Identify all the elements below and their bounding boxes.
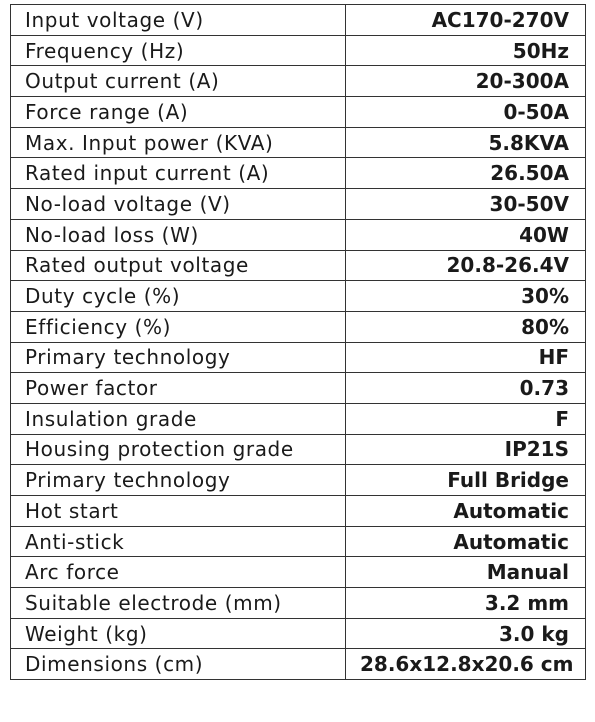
table-row [11,465,586,496]
table-row [11,403,586,434]
spec-label: Primary technology [11,342,346,373]
spec-label: Frequency (Hz) [11,35,346,66]
table-row [11,557,586,588]
spec-label: Anti-stick [11,526,346,557]
spec-value: 3.2 mm [346,588,586,619]
spec-table-body [11,5,586,680]
spec-label: Max. Input power (KVA) [11,127,346,158]
spec-value: 30% [346,281,586,312]
spec-label: No-load loss (W) [11,219,346,250]
spec-value: Manual [346,557,586,588]
spec-label: Hot start [11,496,346,527]
table-row [11,311,586,342]
spec-label: Dimensions (cm) [11,649,346,680]
spec-label: Force range (A) [11,97,346,128]
table-row [11,496,586,527]
spec-label: No-load voltage (V) [11,189,346,220]
spec-value: 5.8KVA [346,127,586,158]
spec-value: 0.73 [346,373,586,404]
spec-label: Power factor [11,373,346,404]
spec-value: 40W [346,219,586,250]
table-row [11,5,586,36]
spec-label: Rated input current (A) [11,158,346,189]
spec-label: Weight (kg) [11,618,346,649]
table-row [11,189,586,220]
spec-label: Input voltage (V) [11,5,346,36]
table-row [11,127,586,158]
spec-label: Rated output voltage [11,250,346,281]
table-row [11,219,586,250]
spec-value: 30-50V [346,189,586,220]
table-row [11,281,586,312]
spec-value: F [346,403,586,434]
spec-value: 20-300A [346,66,586,97]
spec-label: Duty cycle (%) [11,281,346,312]
table-row [11,66,586,97]
spec-label: Arc force [11,557,346,588]
spec-label: Insulation grade [11,403,346,434]
table-row [11,588,586,619]
spec-value: 50Hz [346,35,586,66]
table-row [11,649,586,680]
spec-value: 28.6x12.8x20.6 cm [346,649,586,680]
table-row [11,434,586,465]
spec-value: 20.8-26.4V [346,250,586,281]
spec-label: Suitable electrode (mm) [11,588,346,619]
spec-value: 80% [346,311,586,342]
spec-label: Output current (A) [11,66,346,97]
spec-value: Automatic [346,496,586,527]
table-row [11,373,586,404]
table-row [11,97,586,128]
spec-value: HF [346,342,586,373]
spec-label: Primary technology [11,465,346,496]
spec-value: IP21S [346,434,586,465]
spec-label: Housing protection grade [11,434,346,465]
spec-value: AC170-270V [346,5,586,36]
spec-value: Full Bridge [346,465,586,496]
spec-table [10,4,586,680]
spec-value: 3.0 kg [346,618,586,649]
table-row [11,158,586,189]
spec-value: 26.50A [346,158,586,189]
table-row [11,618,586,649]
table-row [11,342,586,373]
spec-value: Automatic [346,526,586,557]
table-row [11,35,586,66]
table-row [11,250,586,281]
table-row [11,526,586,557]
spec-label: Efficiency (%) [11,311,346,342]
spec-value: 0-50A [346,97,586,128]
